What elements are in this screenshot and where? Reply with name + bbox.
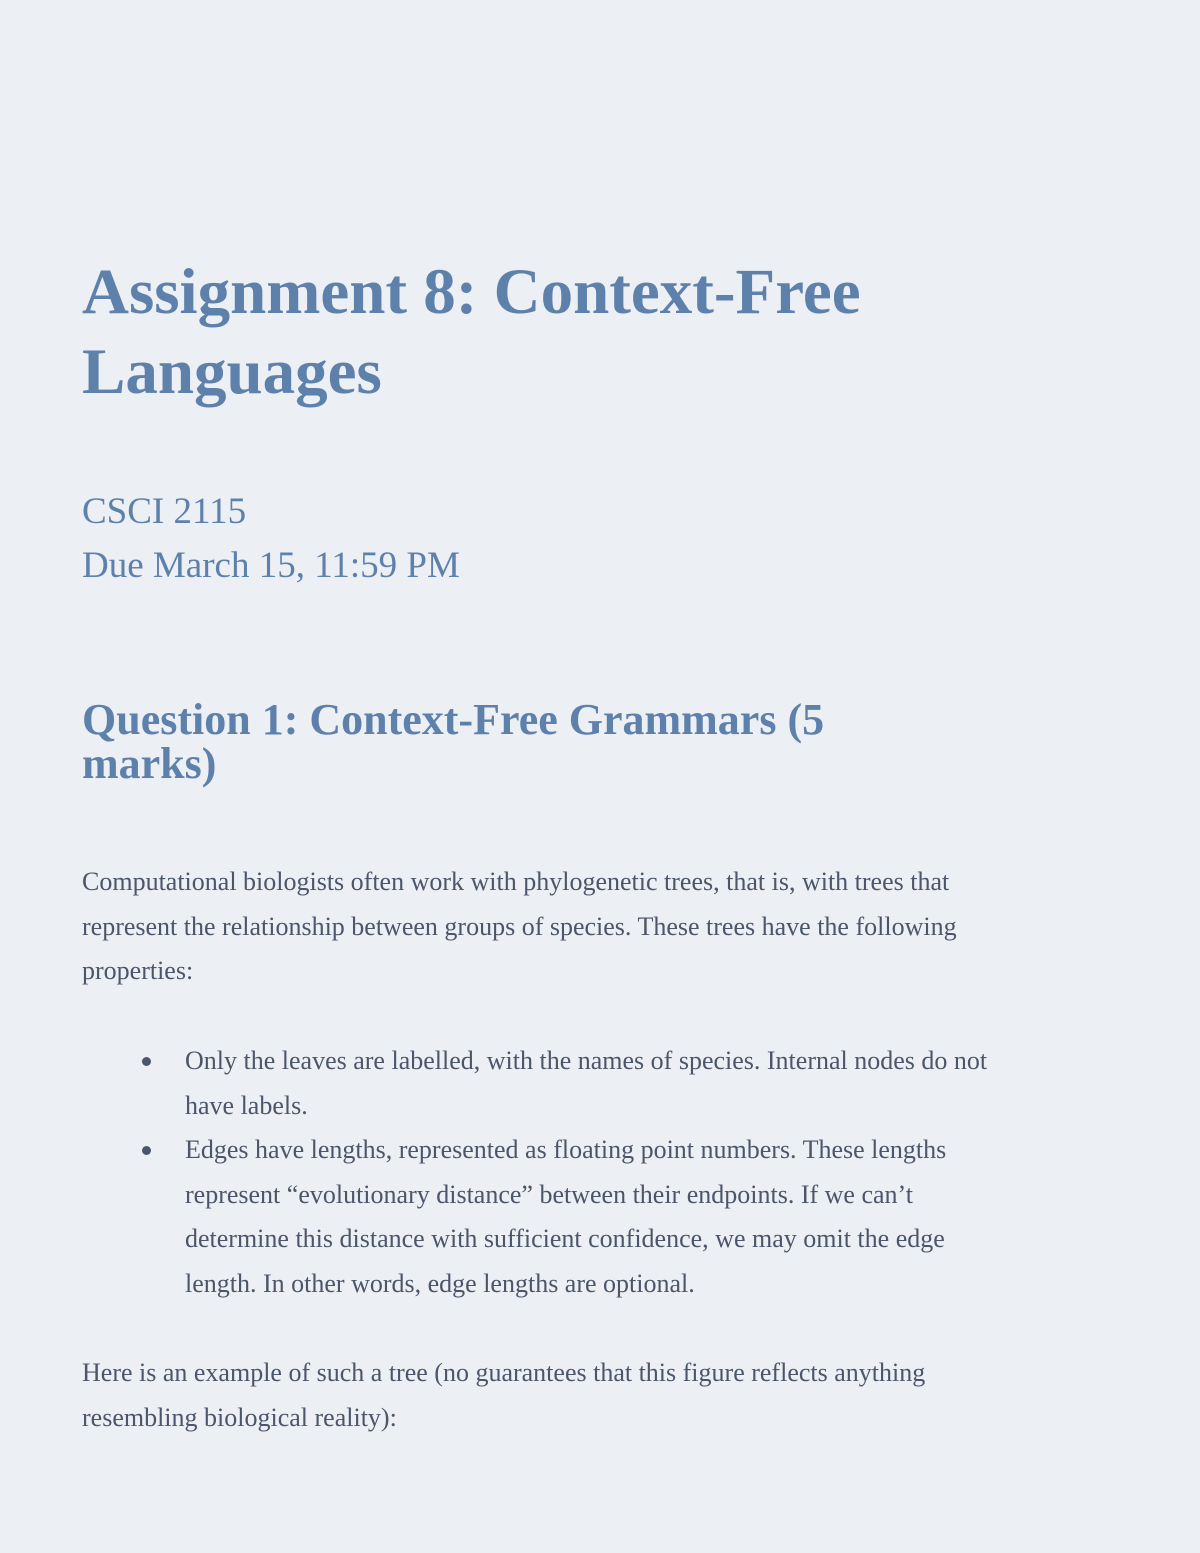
intro-paragraph (82, 860, 1122, 994)
assignment-title (82, 252, 1102, 412)
bullet-icon (142, 1057, 151, 1066)
paragraph-line: properties: (82, 956, 194, 985)
example-paragraph (82, 1351, 1122, 1440)
properties-list (82, 1039, 1122, 1306)
list-item-line: represent “evolutionary distance” between their endpoints. If we can’t (185, 1179, 913, 1209)
list-item-line: determine this distance with sufficient confidence, we may omit the edge (185, 1224, 945, 1253)
course-code: CSCI 2115 (82, 491, 247, 532)
list-item-line: length. In other words, edge lengths are optional. (185, 1268, 695, 1298)
paragraph-line: resembling biological reality): (82, 1402, 397, 1432)
due-date: Due March 15, 11:59 PM (82, 545, 460, 586)
title-line: Assignment 8: Context-Free (82, 256, 861, 328)
title-line: Languages (82, 336, 382, 408)
bullet-icon (142, 1146, 151, 1155)
heading-line: marks) (82, 739, 217, 788)
list-item-line: Only the leaves are labelled, with the names of species. Internal nodes do not (185, 1046, 988, 1075)
paragraph-line: represent the relationship between groups of species. These trees have the following (82, 911, 957, 941)
paragraph-line: Here is an example of such a tree (no guarantees that this figure reflects anything (82, 1358, 926, 1387)
paragraph-line: Computational biologists often work with phylogenetic trees, that is, with trees that (82, 867, 950, 896)
list-item-line: have labels. (185, 1090, 308, 1120)
course-meta (82, 485, 460, 593)
list-item (82, 1128, 1122, 1306)
question-1-heading (82, 695, 1082, 788)
heading-line: Question 1: Context-Free Grammars (5 (82, 695, 825, 744)
list-item (82, 1039, 1122, 1128)
list-item-line: Edges have lengths, represented as floating point numbers. These lengths (185, 1135, 947, 1164)
